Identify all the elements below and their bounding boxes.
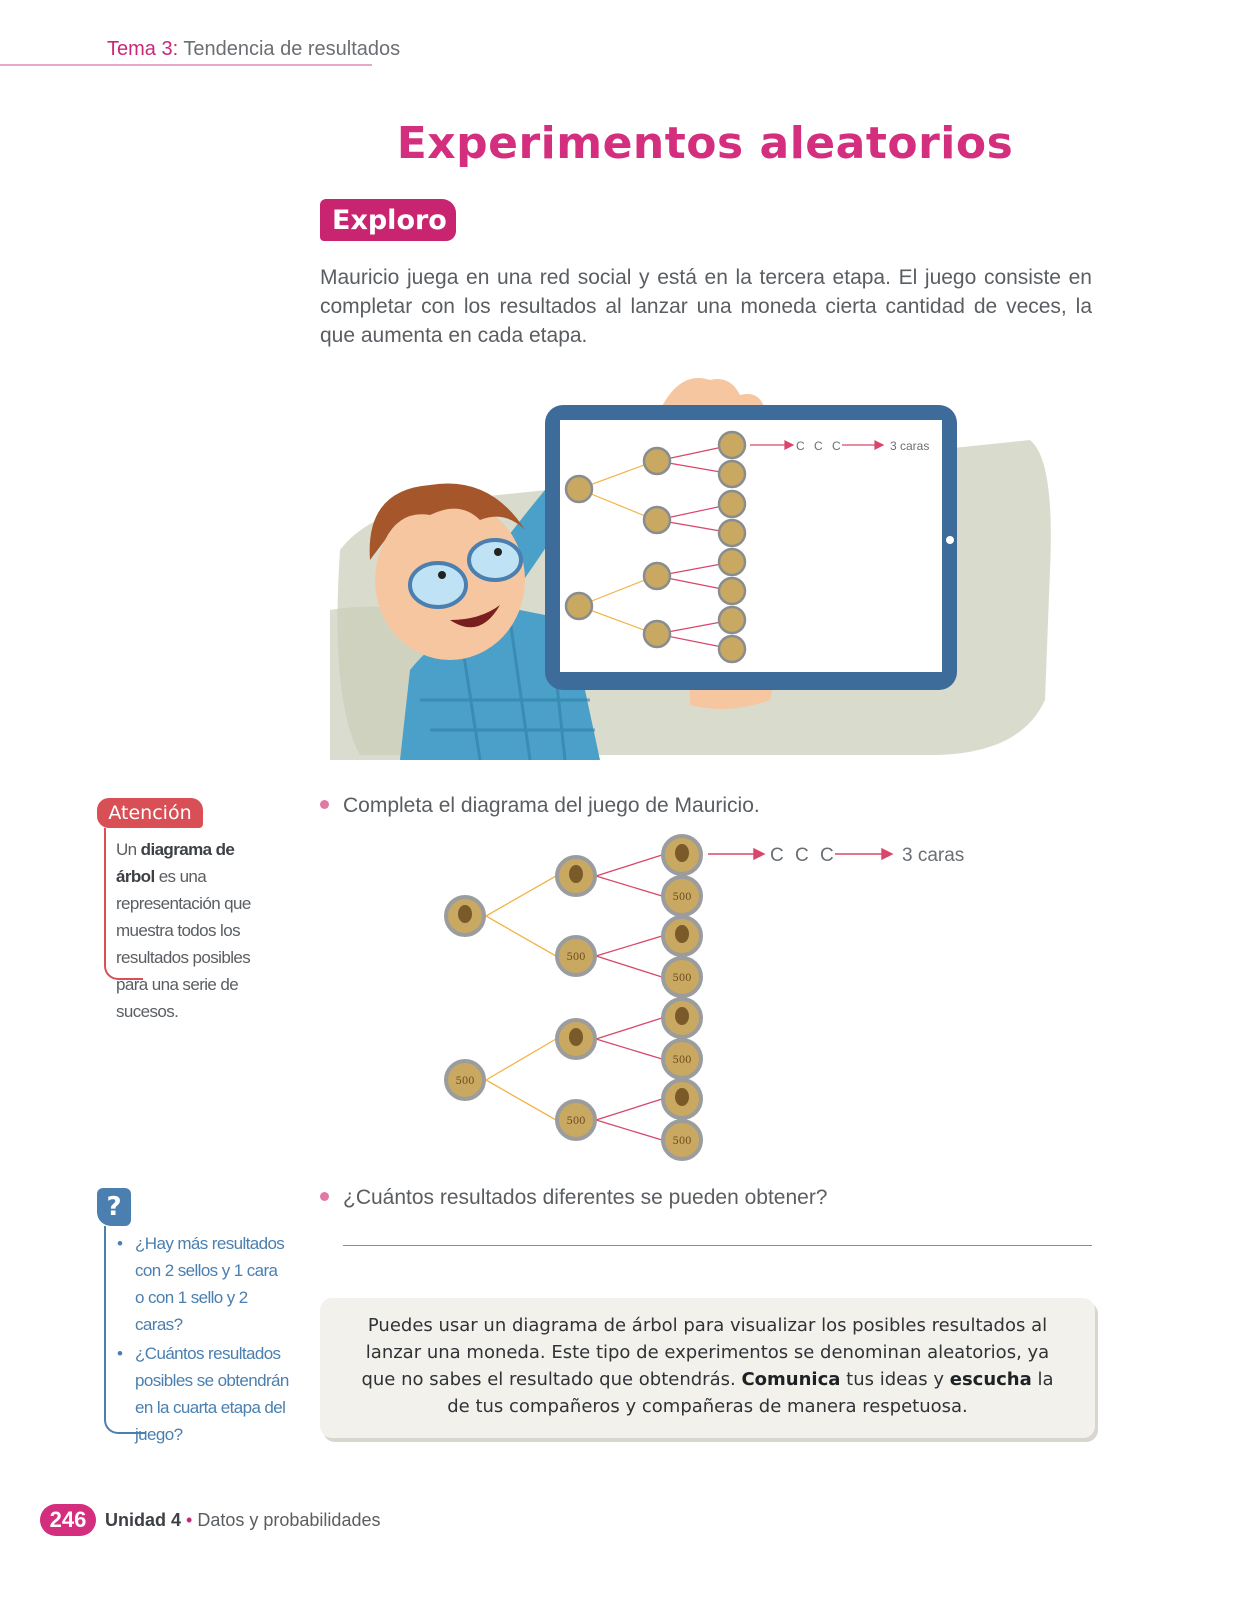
- intro-paragraph: Mauricio juega en una red social y está en la tercera etapa. El juego consiste en completar con los resultados al lanzar una moneda cierta cantidad de veces, la que aumenta en cada etapa.: [320, 266, 1092, 347]
- outcome-label: C C C: [770, 845, 837, 866]
- coin-tails-icon: [557, 937, 595, 975]
- question-list: [115, 1230, 290, 1450]
- header-divider: [0, 64, 372, 66]
- footer-unit: [105, 1510, 380, 1531]
- question-item: • ¿Hay más resultados con 2 sellos y 1 cara o con 1 sello y 2 caras?: [115, 1230, 290, 1338]
- coin-heads-icon: [663, 1080, 701, 1118]
- attention-lead: Un: [116, 840, 137, 859]
- coin-tails-icon: [446, 1061, 484, 1099]
- info-text-part3: la de tus compañeros y compañeras de manera respetuosa.: [447, 1369, 1054, 1417]
- bullet-text: Completa el diagrama del juego de Mauricio.: [343, 794, 760, 817]
- topic-tag: Tema 3:: [107, 38, 179, 60]
- svg-text:500: 500: [566, 952, 586, 963]
- tablet-result-label: 3 caras: [890, 439, 930, 453]
- topic-breadcrumb: [107, 38, 400, 61]
- bullet-text: ¿Cuántos resultados diferentes se pueden obtener?: [343, 1186, 828, 1209]
- coin-tails-icon: [663, 1121, 701, 1159]
- boy-tablet-illustration: [330, 370, 1055, 760]
- question-item: • ¿Cuántos resultados posibles se obtendrán en la cuarta etapa del juego?: [115, 1340, 290, 1448]
- bullet-dot: [320, 800, 329, 809]
- info-keyword-comunica: Comunica: [741, 1369, 841, 1390]
- svg-text:500: 500: [566, 1116, 586, 1127]
- info-keyword-escucha: escucha: [949, 1369, 1032, 1390]
- svg-text:500: 500: [455, 1076, 475, 1087]
- svg-text:500: 500: [672, 1136, 692, 1147]
- boy-glasses-left: [410, 563, 466, 607]
- tree-branches-level1: [486, 876, 556, 1120]
- svg-text:500: 500: [672, 1055, 692, 1066]
- attention-body: es una representación que muestra todos los resultados posibles para una serie de sucesos.: [116, 867, 251, 1021]
- coin-heads-icon: [446, 897, 484, 935]
- coin-tails-icon: [557, 1101, 595, 1139]
- result-label: 3 caras: [902, 845, 965, 866]
- tree-branches-level2: [596, 855, 662, 1140]
- question-mark-icon: ?: [97, 1188, 131, 1226]
- page-title: Experimentos aleatorios: [396, 118, 1014, 169]
- info-box: [320, 1298, 1095, 1438]
- attention-tag: Atención: [97, 798, 203, 828]
- answer-line[interactable]: [343, 1245, 1092, 1246]
- tablet-outcome-label: C C C: [796, 439, 844, 453]
- tablet-screen: [560, 420, 942, 672]
- bullet-complete-diagram: [320, 794, 760, 818]
- coin-heads-icon: [557, 1020, 595, 1058]
- section-tag-exploro: Exploro: [320, 199, 456, 241]
- attention-text: [116, 836, 276, 1025]
- topic-title: Tendencia de resultados: [183, 38, 401, 60]
- boy-glasses-right: [469, 540, 521, 580]
- outcome-arrow: [708, 849, 764, 859]
- coin-heads-icon: [557, 857, 595, 895]
- page-number: 246: [40, 1504, 96, 1536]
- coin-tails-icon: [663, 1040, 701, 1078]
- info-text-part2: tus ideas y: [846, 1369, 944, 1390]
- coin-tails-icon: [663, 958, 701, 996]
- svg-text:500: 500: [672, 973, 692, 984]
- footer-unit-label: Unidad 4: [105, 1510, 182, 1530]
- tree-diagram: [430, 828, 990, 1168]
- coin-heads-icon: [663, 999, 701, 1037]
- tablet-button: [946, 536, 954, 544]
- coin-heads-icon: [663, 836, 701, 874]
- svg-text:500: 500: [672, 892, 692, 903]
- footer-unit-title: Datos y probabilidades: [197, 1510, 381, 1530]
- coin-tails-icon: [663, 877, 701, 915]
- bullet-dot: [320, 1192, 329, 1201]
- coin-heads-icon: [663, 917, 701, 955]
- bullet-how-many: [320, 1186, 828, 1210]
- attention-term: diagrama de árbol: [116, 840, 235, 886]
- result-arrow: [835, 849, 892, 859]
- info-text-part1: Puedes usar un diagrama de árbol para visualizar los posibles resultados al lanzar una moneda. Este tipo de experimentos se denominan aleatorios, ya que no sabes el resultado que obtendrás.: [361, 1315, 1050, 1390]
- footer-separator: •: [186, 1510, 193, 1530]
